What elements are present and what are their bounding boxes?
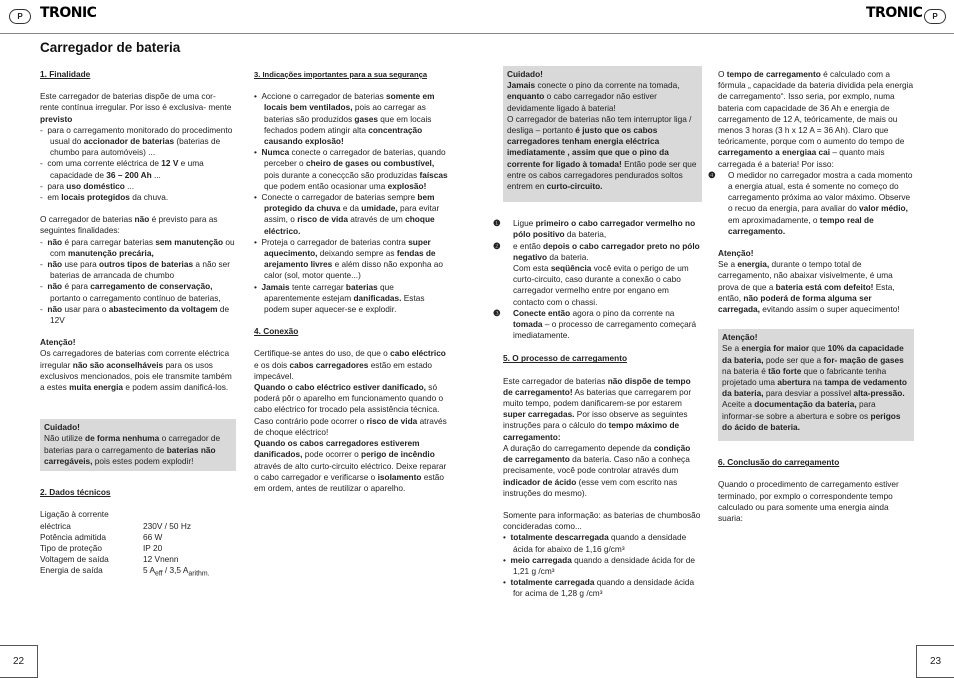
conexao-p2: Quando o cabo eléctrico estiver danificado, só poderá pôr o aparelho em funcionamento quando o cabo eléctrico for trocado pela assistência técnica. [254, 382, 444, 415]
step-item: ❶ Ligue primeiro o cabo carregador vermelho no pólo positivo da bateria, [493, 218, 696, 240]
step-number: ❹ [708, 169, 716, 180]
cuidado-label: Cuidado! [44, 422, 80, 433]
list-item: - para uso doméstico ... [40, 180, 135, 191]
header-divider [0, 33, 954, 34]
spec-value: 230V / 50 Hz [143, 520, 191, 531]
spec-label: Energia de saída [40, 565, 103, 576]
step-item: ❸ Conecte então agora o pino da corrente na tomada – o processo de carregamento começará imediatamente. [493, 307, 697, 341]
page-title: Carregador de bateria [40, 40, 181, 55]
cuidado-text-2: Jamais conecte o pino da corrente na tomada, enquanto o cabo carregador não estiver devidamente ligado à bateria! O carregador de baterias não tem interruptor liga / desliga – portanto é justo que os cabos carregadores tenham energia eléctrica imediatamente , assim que que o pino da corrente for ligado à tomada! Então pode ser que entre os cabos carregadores pendurados soltos entrem en curto-circuito. [507, 80, 697, 192]
specs-table [40, 509, 236, 580]
list-item: • Conecte o carregador de baterias sempre bem protegido da chuva e da umidade, para evitar assim, o risco de vida através de um choque eléctrico. [254, 192, 440, 236]
section-heading-conclusao: 6. Conclusão do carregamento [718, 457, 840, 468]
list-item: - não use para outros tipos de baterias a não ser baterias de arrancada de chumbo [40, 259, 231, 281]
list-item: • meio carregada quando a densidade ácida for de 1,21 g /cm³ [503, 554, 696, 576]
spec-row [40, 509, 236, 520]
atencao-text-2: Se a energia, durante o tempo total de carregamento, não abaixar visivelmente, é uma prova de que a bateria está com defeito! Esta, então, não poderá de forma alguma ser carregada, evitando assim o super aquecimento! [718, 259, 900, 315]
column-2 [254, 69, 450, 494]
cuidado-box [40, 419, 236, 471]
list-item: - para o carregamento monitorado do procedimento usual do accionador de baterias (baterias de chumbo para automóveis) ... [40, 124, 233, 158]
spec-value: 5 $A_{eff} / 3,5$ $A_{arithm.}$ [143, 565, 210, 578]
spec-row [40, 554, 236, 565]
densidade-list [503, 532, 702, 599]
spec-label: Ligação à corrente [40, 509, 109, 520]
page-number-left: 22 [0, 645, 38, 678]
processo-p2: A duração do carregamento depende da condição de carregamento da bateria. Caso não a conheça precisamente, você pode controlar através dum indicador de ácido (esse vem com escrito nas instruções do mesmo). [503, 442, 691, 498]
section-heading-conexao: 4. Conexão [254, 326, 299, 337]
spec-value: IP 20 [143, 542, 163, 553]
column-1 [40, 69, 236, 580]
brand-logo-left: TRONIC [40, 5, 97, 21]
cuidado-label-2: Cuidado! [507, 69, 543, 79]
previsto-list [40, 125, 236, 203]
spec-row [40, 565, 236, 580]
list-item: - em locais protegidos da chuva. [40, 192, 169, 203]
atencao-box [718, 329, 914, 441]
spec-label: Potência admitida [40, 531, 106, 542]
list-item: - não é para carregamento de conservação, portanto o carregamento contínuo de baterias, [40, 281, 221, 303]
conexao-p4: Quando os cabos carregadores estiverem danificados, pode ocorrer o perigo de incêndio através de alto curto-circuito eléctrico. Deixe reparar o cabo carregador e verificarse o isolamento estão em ordem, antes de reutilizar o aparelho. [254, 438, 447, 493]
atencao-box-text: Se a energia for maior que 10% da capacidade da bateria, pode ser que a for- mação de gases na bateria é tão forte que o fabricante tenha projetado uma abertura na tampa de vedamento da bateria, para desviar a possível alta-pressão. Aceite a documentação da bateria, para informar-se sobre a abertura e sobre os perigos do ácido de bateria. [722, 343, 907, 432]
nao-previsto-intro: O carregador de baterias não é previsto para as seguintes finalidades: [40, 214, 218, 236]
nao-previsto-list [40, 237, 236, 327]
spec-value: 12 Vnenn [143, 554, 179, 565]
list-item: • totalmente carregada quando a densidade ácida for acima de 1,28 g /cm³ [503, 577, 695, 599]
atencao-box-label: Atenção! [722, 332, 758, 343]
atencao-label: Atenção! [40, 337, 76, 348]
column-3 [493, 66, 702, 600]
seguranca-list [254, 91, 450, 315]
spec-row [40, 521, 236, 532]
connection-steps [493, 218, 702, 341]
step-number: ❷ [493, 240, 501, 251]
language-badge-right: P [924, 9, 946, 24]
section-heading-processo: 5. O processo de carregamento [503, 353, 628, 364]
spec-value: 66 W [143, 531, 163, 542]
tempo-carregamento-text: O tempo de carregamento é calculado com a fórmula „ capacidade da bateria dividida pela energia de carregamento“. Isso seria, por exmplo, numa bateria com capacidade de 36 Ah e energia de carregamento de 12 A, teóricamente, de mais ou menos 3 horas (3 h x 12 A = 36 Ah). Claro que teóricamente, porque com o aumento do tempo de carregamento a energiaa cai – quanto mais carregada é a bateria! Por isso: [718, 69, 914, 169]
column-4 [708, 69, 914, 524]
list-item: • Accione o carregador de baterias somente em locais bem ventilados, pois ao carregar as baterias são produzidos gases que em locais fechados podem atingir alta concentração causando explosão! [254, 91, 435, 147]
spec-row [40, 543, 236, 554]
section-heading-dados: 2. Dados técnicos [40, 487, 111, 498]
list-item: • Proteja o carregador de baterias contra super aquecimento, deixando sempre as fendas de arejamento livres e além disso não exponha ao calor (sol, motor quente...) [254, 236, 443, 281]
step-4 [708, 169, 914, 237]
brand-logo-right: TRONIC [866, 5, 923, 21]
list-item: • totalmente descarregada quando a densidade ácida for abaixo de 1,16 g/cm³ [503, 532, 687, 554]
list-item: - não usar para o abastecimento da voltagem de 12V [40, 303, 230, 326]
step-4-text: O medidor no carregador mostra a cada momento a energia atual, esta é somente no começo do carregamento próxima ao valor máximo. Observe o recuo da energia, para avaliar do valor médio, em aproximadamente, o tempo real de carregamento. [728, 169, 913, 236]
conexao-p1: Certifique-se antes do uso, de que o cabo eléctrico e os dois cabos carregadores estão em estado impecável. [254, 348, 446, 381]
list-item: - não é para carregar baterias sem manutenção ou com manutenção precária, [40, 236, 235, 258]
section-heading-seguranca: 3. Indicações importantes para a sua segurança [254, 70, 428, 79]
language-badge-left: P [9, 9, 31, 24]
spec-row [40, 532, 236, 543]
page-number-right: 23 [916, 645, 954, 678]
step-item: ❷ e então depois o cabo carregador preto no pólo negativo da bateria. Com esta seqüência você evita o perigo de um curto-circuito, caso durante a conexão o cabo carregador vermelho entre por engano em contacto com o chassi. [493, 240, 700, 307]
conexao-p3: Caso contrário pode ocorrer o risco de vida através de choque eléctrico! [254, 415, 447, 437]
section-heading-finalidade: 1. Finalidade [40, 69, 91, 79]
list-item: • Jamais tente carregar baterias que aparentemente estejam danificadas. Estas podem super aquecer-se e explodir. [254, 281, 425, 315]
finalidade-intro: Este carregador de baterias dispõe de uma cor- rente contínua irregular. Por isso é exclusiva- mente previsto [40, 91, 232, 124]
list-item: • Numca conecte o carregador de baterias, quando perceber o cheiro de gases ou combustível, pois durante a conecçcão são produzidas faíscas que podem então ocasionar uma explosão! [254, 147, 448, 191]
cuidado-box-2 [503, 66, 702, 202]
atencao-label-2: Atenção! [718, 248, 754, 259]
spec-label: Voltagem de saída [40, 554, 109, 565]
spec-label: eléctrica [40, 520, 71, 531]
step-number: ❶ [493, 218, 501, 229]
processo-p1: Este carregador de baterias não dispõe de tempo de carregamento! As baterias que carregarem por muito tempo, podem danificarem-se por estarem super carregadas. Por isso observe as seguintes instruções para o cálculo do tempo máximo de carregamento: [503, 375, 692, 442]
step-number: ❸ [493, 307, 501, 318]
processo-p3: Somente para informação: as baterias de chumbosão concideradas como... [503, 509, 701, 532]
spec-label: Tipo de proteção [40, 542, 102, 553]
atencao-text: Os carregadores de baterias com corrente eléctrica irregular não são aconselháveis para os usos exclusivos mencionados, pois ele transmite também a estes muita energia e podem assim danificá-los. [40, 348, 232, 393]
list-item: - com uma corrente eléctrica de 12 V e uma capacidade de 36 – 200 Ah ... [40, 158, 204, 180]
conclusao-text: Quando o procedimento de carregamento estiver terminado, por exmplo o correspondente tempo calculado ou para somente uma energia ainda suaria: [718, 479, 899, 523]
cuidado-text: Não utilize de forma nenhuma o carregador de baterias para o carregamento de baterias não carregáveis, pois estes podem explodir! [44, 433, 221, 466]
